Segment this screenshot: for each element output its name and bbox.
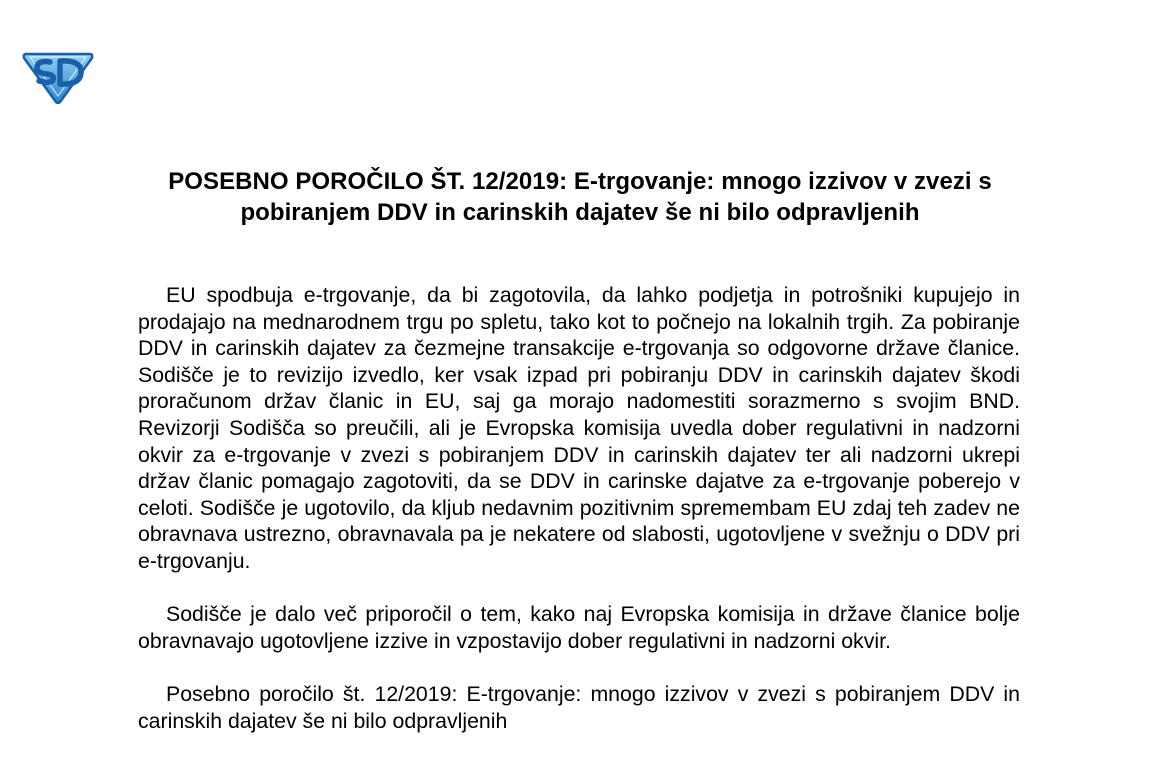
document-body — [138, 282, 1020, 761]
document-title: POSEBNO POROČILO ŠT. 12/2019: E-trgovanje: mnogo izzivov v zvezi s pobiranjem DDV in carinskih dajatev še ni bilo odpravljenih — [168, 168, 992, 226]
paragraph: Sodišče je dalo več priporočil o tem, kako naj Evropska komisija in države članice bolje obravnavajo ugotovljene izzive in vzpostavijo dober regulativni in nadzorni okvir. — [138, 602, 1020, 653]
sd-shield-logo-icon — [20, 46, 96, 104]
paragraph: EU spodbuja e-trgovanje, da bi zagotovila, da lahko podjetja in potrošniki kupujejo in prodajajo na mednarodnem trgu po spletu, tako kot to počnejo na lokalnih trgih. Za pobiranje DDV in carinskih dajatev za čezmejne transakcije e-trgovanja so odgovorne države članice. Sodišče je to revizijo izvedlo, ker vsak izpad pri pobiranju DDV in carinskih dajatev škodi proračunom držav članic in EU, saj ga morajo nadomestiti sorazmerno s svojim BND. Revizorji Sodišča so preučili, ali je Evropska komisija uvedla dober regulativni in nadzorni okvir za e-trgovanje v zvezi s pobiranjem DDV in carinskih dajatev ter ali nadzorni ukrepi držav članic pomagajo zagotoviti, da se DDV in carinske dajatve za e-trgovanje poberejo v celoti. Sodišče je ugotovilo, da kljub nedavnim pozitivnim spremembam EU zdaj teh zadev ne obravnava ustrezno, obravnavala pa je nekatere od slabosti, ugotovljene v svežnju o DDV pri e-trgovanju. — [138, 283, 1020, 573]
paragraph: Posebno poročilo št. 12/2019: E-trgovanje: mnogo izzivov v zvezi s pobiranjem DDV in carinskih dajatev še ni bilo odpravljenih — [138, 681, 1020, 733]
